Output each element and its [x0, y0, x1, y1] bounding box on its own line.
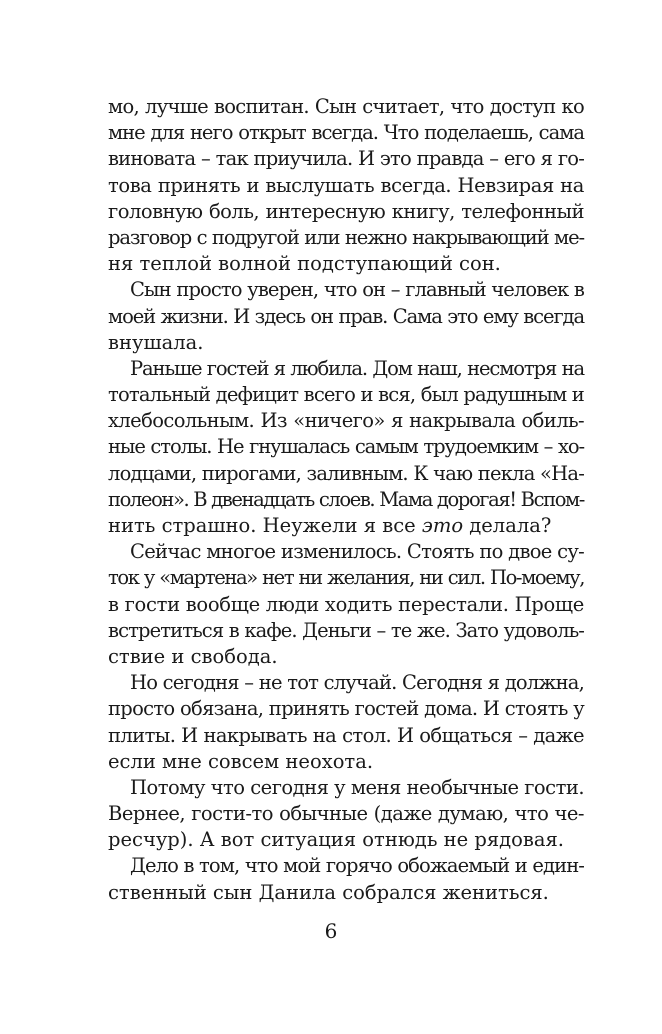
body-text — [108, 94, 584, 906]
text-line: Сын просто уверен, что он – главный человек в — [130, 278, 584, 302]
text-line: мне для него открыт всегда. Что поделаешь, сама — [108, 121, 584, 145]
text-line: Дело в том, что мой горячо обожаемый и един- — [130, 854, 584, 878]
text-line: головную боль, интересную книгу, телефонный — [108, 199, 584, 223]
text-line: това принять и выслушать всегда. Невзирая на — [108, 173, 584, 197]
text-line: полеон». В двенадцать слоев. Мама дорогая! Вспом- — [108, 487, 584, 511]
text-line: Сейчас многое изменилось. Стоять по двое су- — [130, 540, 585, 564]
page-number: 6 — [324, 919, 338, 943]
text-line: разговор с подругой или нежно накрывающий ме- — [108, 225, 584, 249]
text-line: мо, лучше воспитан. Сын считает, что доступ ко — [108, 95, 584, 118]
text-line: Потому что сегодня у меня необычные гости. — [130, 775, 585, 799]
text-line: лодцами, пирогами, заливным. К чаю пекла «На- — [108, 461, 584, 485]
text-line: встретиться в кафе. Деньги – те же. Зато удоволь- — [108, 618, 584, 642]
text-line: в гости вообще люди ходить перестали. Проще — [108, 592, 584, 616]
text-line: ные столы. Не гнушалась самым трудоемким – хо- — [108, 435, 584, 459]
text-line: если мне совсем неохота. — [108, 749, 374, 773]
emphasis-word: это — [421, 514, 464, 537]
text-line: ственный сын Данила собрался жениться. — [108, 880, 549, 904]
text-line: виновата – так приучила. И это правда – его я го- — [108, 147, 584, 171]
text-line: нить страшно. Неужели я все это делала? — [108, 514, 552, 537]
text-line: ресчур). А вот ситуация отнюдь не рядовая. — [108, 828, 565, 852]
text-line: моей жизни. И здесь он прав. Сама это ему всегда — [108, 304, 584, 328]
text-line: ствие и свобода. — [108, 644, 278, 668]
text-line: Раньше гостей я любила. Дом наш, несмотря на — [130, 356, 584, 380]
text-line: ток у «мартена» нет ни желания, ни сил. По-моему, — [108, 566, 584, 590]
text-line: просто обязана, принять гостей дома. И стоять у — [108, 697, 584, 721]
text-line: Вернее, гости-то обычные (даже думаю, что че- — [108, 802, 584, 826]
text-line: Но сегодня – не тот случай. Сегодня я должна, — [130, 671, 584, 695]
text-line: внушала. — [108, 330, 204, 354]
text-line: плиты. И накрывать на стол. И общаться – даже — [108, 723, 584, 747]
text-line: тотальный дефицит всего и вся, был радушным и — [108, 383, 584, 407]
text-line: ня теплой волной подступающий сон. — [108, 252, 501, 276]
text-line: хлебосольным. Из «ничего» я накрывала обиль- — [108, 409, 584, 433]
